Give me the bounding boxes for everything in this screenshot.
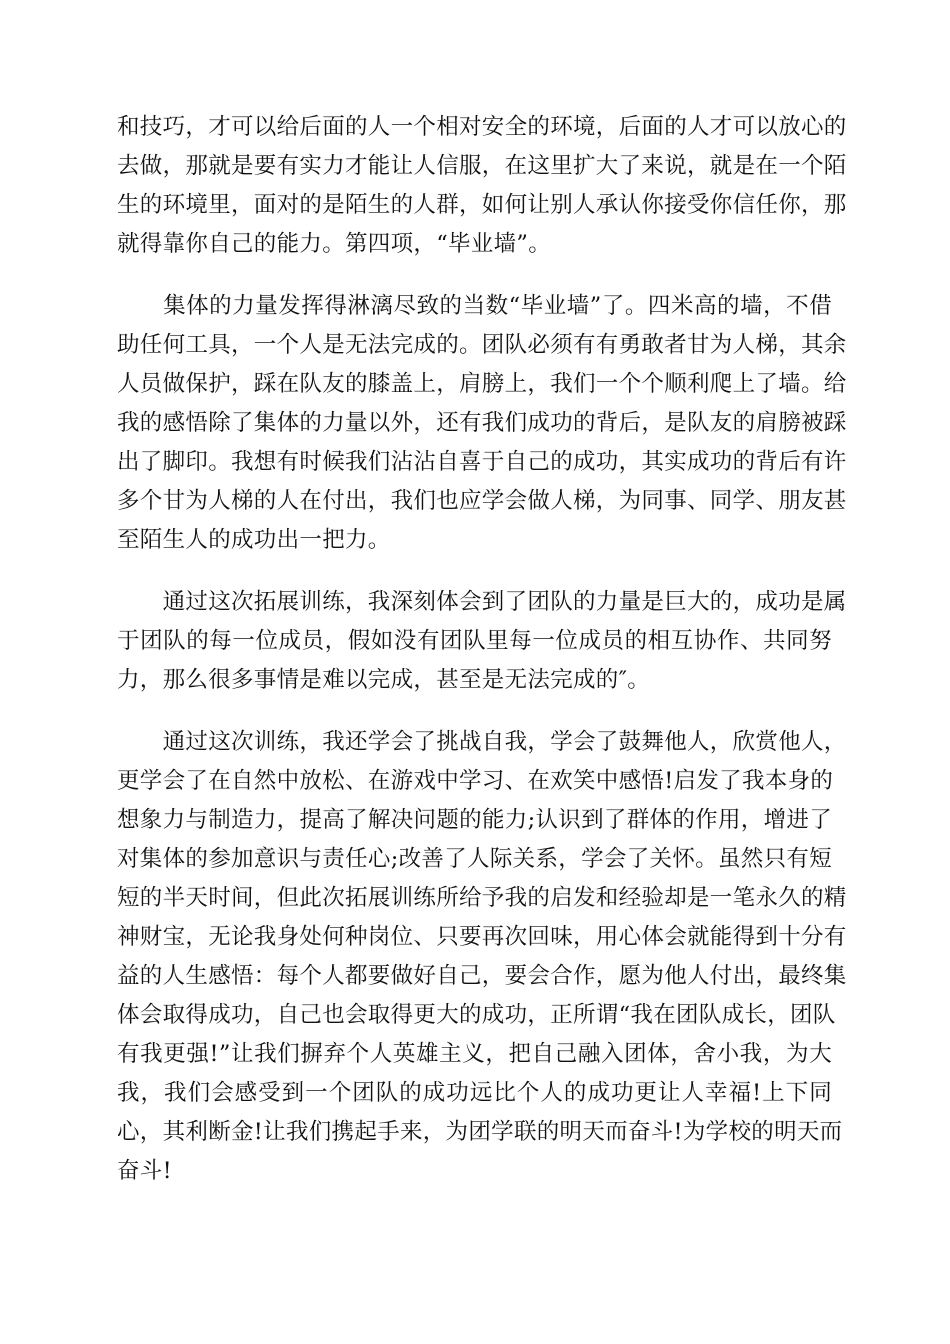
text-line: 通过这次训练，我还学会了挑战自我，学会了鼓舞他人，欣赏他人， [117,729,847,755]
text-line: 我，我们会感受到一个团队的成功远比个人的成功更让人幸福!上下同 [117,1080,832,1106]
text-line: 助任何工具，一个人是无法完成的。团队必须有有勇敢者甘为人梯，其余 [117,332,847,358]
text-line: 更学会了在自然中放松、在游戏中学习、在欢笑中感悟!启发了我本身的 [117,768,834,794]
paragraph-2 [117,287,847,560]
text-line: 体会取得成功，自己也会取得更大的成功，正所谓“我在团队成长，团队 [117,1002,836,1028]
text-line: 想象力与制造力，提高了解决问题的能力;认识到了群体的作用，增进了 [117,807,832,833]
paragraph-3 [117,583,847,700]
text-line: 于团队的每一位成员，假如没有团队里每一位成员的相互协作、共同努 [117,628,832,654]
text-line: 就得靠你自己的能力。第四项，“毕业墙”。 [117,231,552,257]
text-line: 心，其利断金!让我们携起手来，为团学联的明天而奋斗!为学校的明天而 [117,1119,843,1145]
document-body [117,108,847,1191]
paragraph-1 [117,108,847,264]
text-line: 通过这次拓展训练，我深刻体会到了团队的力量是巨大的，成功是属 [117,589,847,615]
text-line: 益的人生感悟：每个人都要做好自己，要会合作，愿为他人付出，最终集 [117,963,847,989]
text-line: 神财宝，无论我身处何种岗位、只要再次回味，用心体会就能得到十分有 [117,924,847,950]
text-line: 有我更强!”让我们摒弃个人英雄主义，把自己融入团体，舍小我，为大 [117,1041,832,1067]
text-line: 对集体的参加意识与责任心;改善了人际关系，学会了关怀。虽然只有短 [117,846,832,872]
text-line: 去做，那就是要有实力才能让人信服，在这里扩大了来说，就是在一个陌 [117,153,847,179]
paragraph-4 [117,723,847,1191]
paragraph-spacer [117,560,832,583]
text-line: 奋斗! [117,1158,172,1184]
text-line: 生的环境里，面对的是陌生的人群，如何让别人承认你接受你信任你，那 [117,192,847,218]
text-line: 集体的力量发挥得淋漓尽致的当数“毕业墙”了。四米高的墙，不借 [117,293,832,319]
paragraph-spacer [117,264,832,287]
text-line: 至陌生人的成功出一把力。 [117,527,391,553]
paragraph-spacer [117,700,832,723]
text-line: 人员做保护，踩在队友的膝盖上，肩膀上，我们一个个顺利爬上了墙。给 [117,371,847,397]
text-line: 出了脚印。我想有时候我们沾沾自喜于自己的成功，其实成功的背后有许 [117,449,847,475]
text-line: 和技巧，才可以给后面的人一个相对安全的环境，后面的人才可以放心的 [117,114,847,140]
text-line: 多个甘为人梯的人在付出，我们也应学会做人梯，为同事、同学、朋友甚 [117,488,847,514]
text-line: 力，那么很多事情是难以完成，甚至是无法完成的″。 [117,667,651,693]
text-line: 短的半天时间，但此次拓展训练所给予我的启发和经验却是一笔永久的精 [117,885,847,911]
text-line: 我的感悟除了集体的力量以外，还有我们成功的背后，是队友的肩膀被踩 [117,410,847,436]
